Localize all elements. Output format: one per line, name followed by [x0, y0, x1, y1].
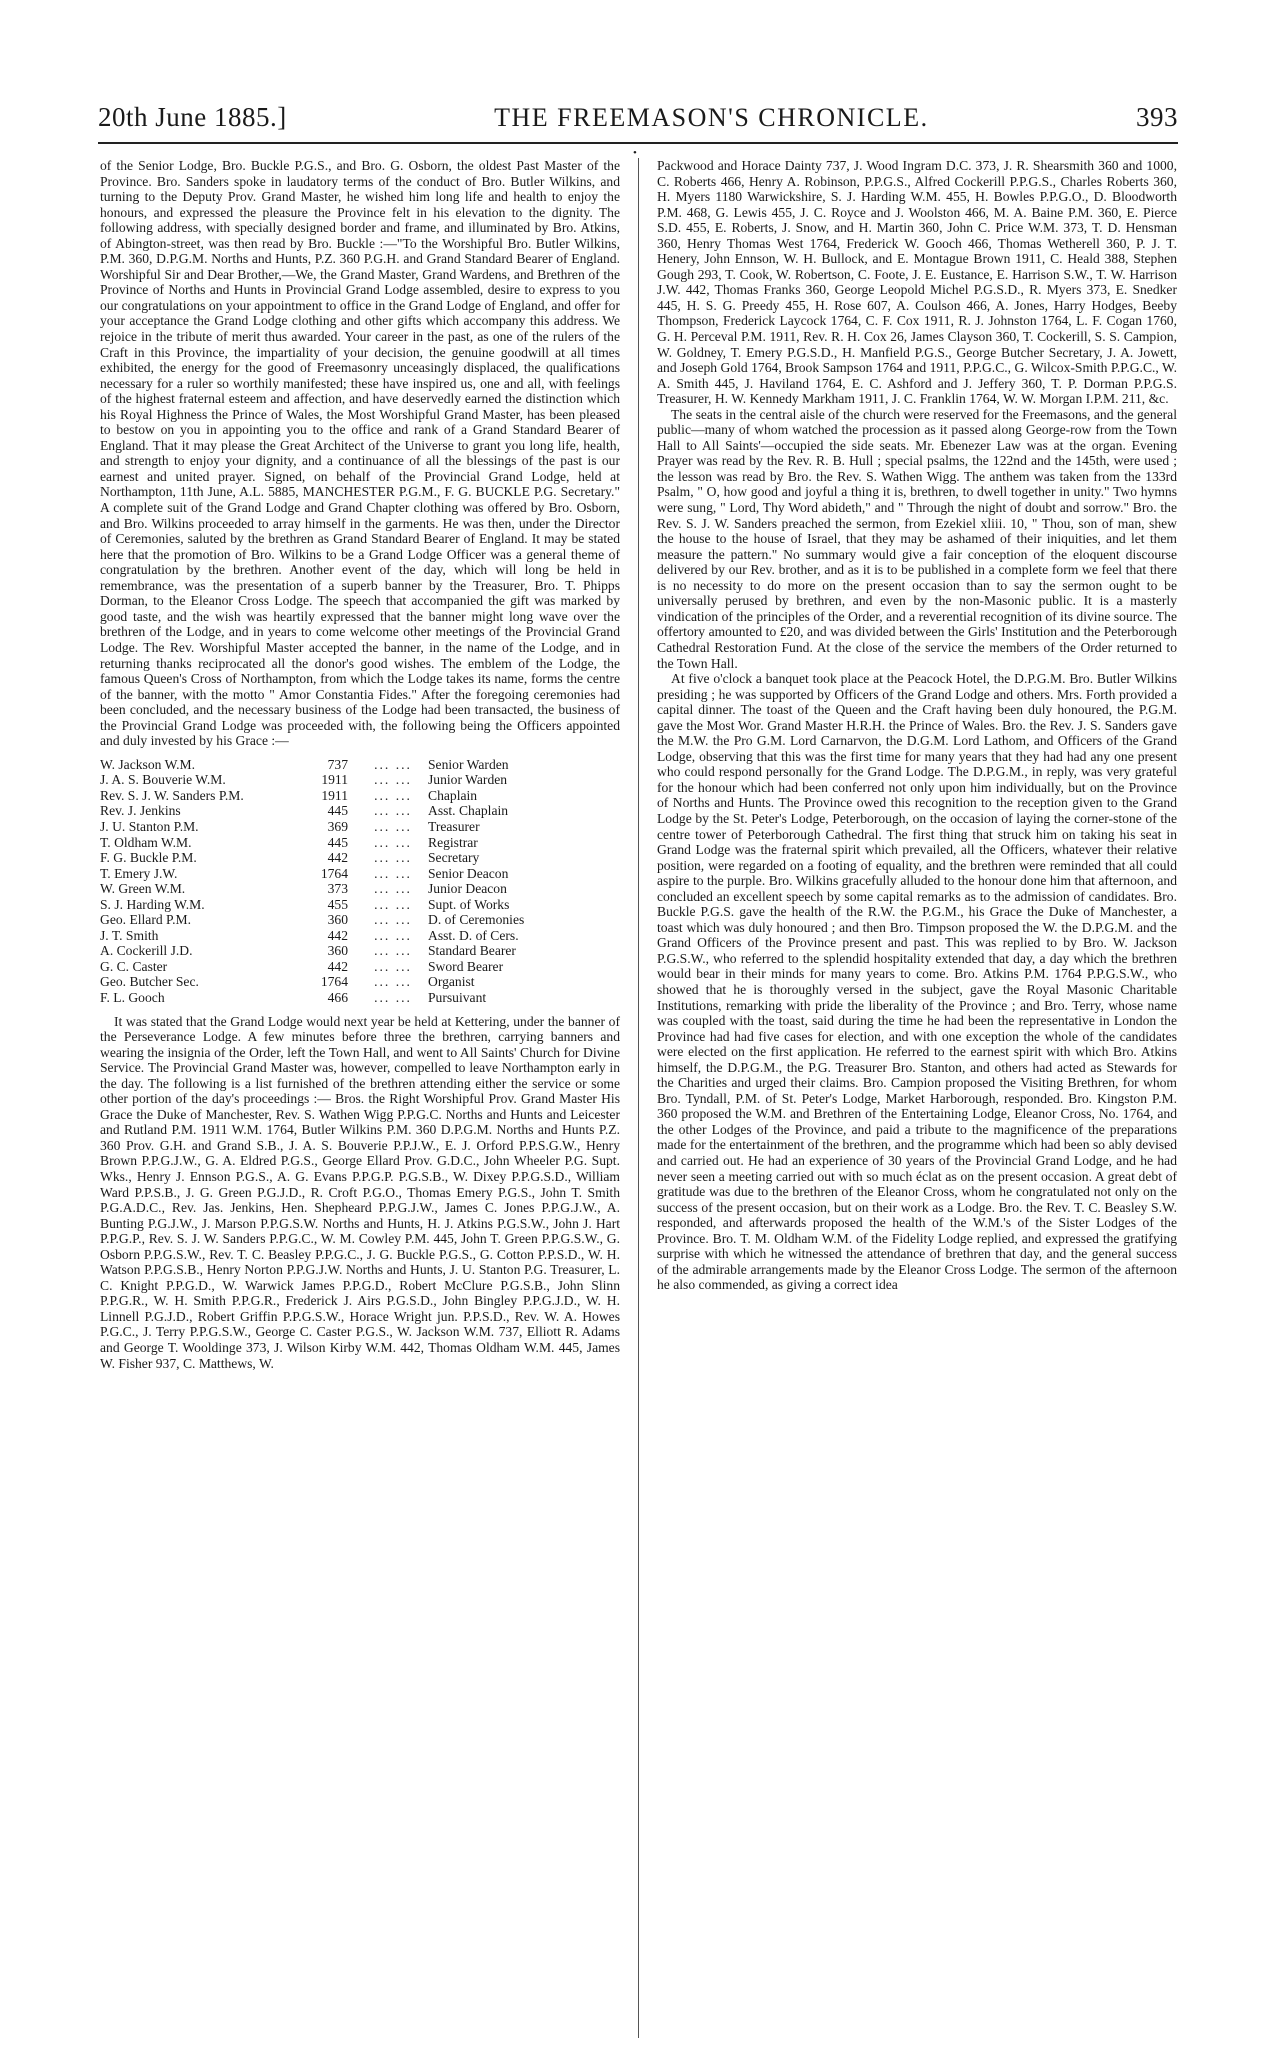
officer-row [100, 803, 620, 819]
officer-lodge: 737 [327, 756, 348, 772]
officer-office: Chaplain [428, 787, 478, 803]
officer-name: T. Emery J.W. [100, 865, 178, 881]
officer-office: Senior Deacon [428, 865, 509, 881]
officer-leader: ... ... [374, 974, 412, 990]
officer-office: Senior Warden [428, 756, 509, 772]
officer-name: W. Jackson W.M. [100, 756, 196, 772]
officer-leader: ... ... [374, 818, 412, 834]
officer-office: Sword Bearer [428, 958, 504, 974]
officer-leader: ... ... [374, 803, 412, 819]
officer-lodge: 455 [327, 896, 348, 912]
officer-row [100, 866, 620, 882]
right-column [657, 158, 1177, 1293]
church-service-paragraph: The seats in the central aisle of the church were reserved for the Freemasons, and the general public—many of whom watched the procession as it passed along George-row from the Town Hall to All Saints'—occupied the side seats. Mr. Ebenezer Law was at the organ. Evening Prayer was read by the Rev. R. B. Hull ; special psalms, the 122nd and the 145th, were used ; the lesson was read by Bro. the Rev. S. Wathen Wigg. The anthem was taken from the 133rd Psalm, " O, how good and joyful a thing it is, brethren, to dwell together in unity." Two hymns were sung, " Lord, Thy Word abideth," and " Through the night of doubt and sorrow." Bro. the Rev. S. J. W. Sanders preached the sermon, from Ezekiel xliii. 10, " Thou, son of man, shew the house to the house of Israel, that they may be ashamed of their iniquities, and let them measure the pattern." No summary would give a fair conception of the eloquent discourse delivered by our Rev. brother, and as it is to be published in a complete form we feel that there is no necessity to do more on the present occasion than to say the sermon ought to be universally perused by brethren, and even by the non-Masonic public. It is a masterly vindication of the principles of the Order, and a reverential recognition of its divine source. The offertory amounted to £20, and was divided between the Girls' Institution and the Peterborough Cathedral Restoration Fund. At the close of the service the members of the Order returned to the Town Hall. [657, 406, 1177, 671]
ornament-mark: • [633, 147, 637, 159]
officer-lodge: 466 [327, 989, 348, 1005]
officer-office: Organist [428, 974, 475, 990]
officer-name: G. C. Caster [100, 958, 168, 974]
officer-lodge: 442 [327, 958, 348, 974]
column-divider [638, 158, 639, 2038]
officer-name: J. T. Smith [100, 927, 159, 943]
officer-name: W. Green W.M. [100, 881, 186, 897]
officer-row [100, 897, 620, 913]
officer-office: D. of Ceremonies [428, 912, 525, 928]
officer-row [100, 788, 620, 804]
officer-row [100, 850, 620, 866]
officer-lodge: 442 [327, 927, 348, 943]
officer-row [100, 881, 620, 897]
officer-row [100, 959, 620, 975]
officer-row [100, 990, 620, 1006]
officer-row [100, 928, 620, 944]
officer-name: A. Cockerill J.D. [100, 943, 193, 959]
officer-office: Asst. D. of Cers. [428, 927, 519, 943]
officer-row [100, 819, 620, 835]
officer-lodge: 369 [327, 818, 348, 834]
officer-row [100, 835, 620, 851]
officer-leader: ... ... [374, 896, 412, 912]
officer-lodge: 445 [327, 834, 348, 850]
officer-name: S. J. Harding W.M. [100, 896, 205, 912]
officer-lodge: 360 [327, 943, 348, 959]
officer-lodge: 1911 [321, 787, 348, 803]
officer-row [100, 772, 620, 788]
attendees-continued-paragraph: Packwood and Horace Dainty 737, J. Wood Ingram D.C. 373, J. R. Shearsmith 360 and 1000, C. Roberts 466, Henry A. Robinson, P.P.G.S., Alfred Cockerill P.P.G.S., Charles Roberts 360, H. Myers 1180 Warwickshire, S. J. Harding W.M. 455, H. Bowles P.P.G.O., D. Bloodworth P.M. 468, G. Lewis 455, J. C. Royce and J. Woolston 466, M. A. Baine P.M. 360, E. Pierce S.D. 455, E. Roberts, J. Snow, and H. Martin 360, John C. Price W.M. 373, T. D. Hensman 360, Henry Thomas West 1764, Frederick W. Gooch 466, Thomas Wetherell 360, P. J. T. Henery, John Ennson, W. H. Bullock, and E. Montague Brown 1911, C. Heald 388, Stephen Gough 293, T. Cook, W. Robertson, C. Foote, J. E. Eustance, E. Harrison S.W., T. W. Harrison J.W. 442, Thomas Franks 360, George Leopold Michel P.G.S.D., R. Myers 373, E. Snedker 445, H. S. G. Preedy 455, H. Rose 607, A. Coulson 466, A. Jones, Harry Hodges, Beeby Thompson, Frederick Laycock 1764, C. F. Cox 1911, R. J. Johnston 1764, L. F. Cogan 1760, G. H. Perceval P.M. 1911, Rev. R. H. Cox 26, James Clayson 360, T. Cockerill, S. S. Campion, W. Goldney, T. Emery P.G.S.D., H. Manfield P.G.S., George Butcher Secretary, J. A. Jowett, and Joseph Gold 1764, Brook Sampson 1764 and 1911, P.P.G.C., G. Wilcox-Smith P.P.G.C., W. A. Smith 445, J. Haviland 1764, E. C. Ashford and J. Jeffery 360, T. P. Dorman P.P.G.S. Treasurer, H. W. Kennedy Markham 1911, J. C. Franklin 1764, W. W. Morgan I.P.M. 211, &c. [657, 158, 1177, 407]
officer-office: Junior Deacon [428, 881, 507, 897]
officer-lodge: 1764 [320, 974, 348, 990]
officer-lodge: 360 [327, 912, 348, 928]
officer-name: Rev. J. Jenkins [100, 803, 181, 819]
officer-office: Junior Warden [428, 772, 508, 788]
officer-row [100, 912, 620, 928]
officer-name: F. L. Gooch [100, 989, 165, 1005]
officer-leader: ... ... [374, 756, 412, 772]
page-header [98, 102, 1178, 142]
banquet-paragraph: At five o'clock a banquet took place at the Peacock Hotel, the D.P.G.M. Bro. Butler Wilkins presiding ; he was supported by Officers of the Grand Lodge and others. Mrs. Forth provided a capital dinner. The toast of the Queen and the Craft having been duly honoured, the P.G.M. gave the Most Wor. Grand Master H.R.H. the Prince of Wales. Bro. the Rev. J. S. Sanders gave the M.W. the Pro G.M. Lord Carnarvon, the D.G.M. Lord Lathom, and Officers of the Grand Lodge, observing that this was the first time for many years that they had had any one present who could respond personally for the Grand Lodge. The D.P.G.M., in reply, was very grateful for the honour which had been conferred not only upon him individually, but on the Province of Norths and Hunts. The Province owed this recognition to the reception given to the Grand Lodge by the St. Peter's Lodge, Peterborough, on the occasion of laying the corner-stone of the centre tower of Peterborough Cathedral. The first thing that struck him on taking his seat in Grand Lodge was the fraternal spirit which prevailed, all the Officers, whatever their relative position, were regarded on a footing of equality, and the brethren were reminded that all could aspire to the purple. Bro. Wilkins gracefully alluded to the honour done him that afternoon, and concluded an excellent speech by some capital remarks as to the admission of candidates. Bro. Buckle P.G.S. gave the health of the R.W. the P.G.M., his Grace the Duke of Manchester, a toast which was duly honoured ; and then Bro. Timpson proposed the W. the D.P.G.M. and the Grand Officers of the Province present and past. This was replied to by Bro. W. Jackson P.G.S.W., who referred to the splendid hospitality extended that day, a day which the brethren would bear in their minds for many years to come. Bro. Atkins P.M. 1764 P.P.G.S.W., who showed that he is thoroughly versed in the subject, gave the Royal Masonic Charitable Institutions, remarking with pride the liberality of the Province ; and Bro. Terry, whose name was coupled with the toast, said during the time he had been the representative in London the Province had had five cases for election, and with one exception the whole of the candidates were elected on the first application. He referred to the earnest spirit with which Bro. Atkins himself, the D.P.G.M., the P.G. Treasurer Bro. Stanton, and others had acted as Stewards for the Charities and urged their claims. Bro. Campion proposed the Visiting Brethren, for whom Bro. Tyndall, P.M. of St. Peter's Lodge, Market Harborough, responded. Bro. Kingston P.M. 360 proposed the W.M. and Brethren of the Entertaining Lodge, Eleanor Cross, No. 1764, and the other Lodges of the Province, and paid a tribute to the magnificence of the preparations made for the entertainment of the brethren, and the programme which had been so ably devised and carried out. He had an experience of 30 years of the Provincial Grand Lodge, and he had never seen a meeting carried out with so much éclat as on the present occasion. A great debt of gratitude was due to the brethren of the Eleanor Cross, whom he congratulated not only on the success of the present occasion, but on their work as a Lodge. Bro. the Rev. T. C. Beasley S.W. responded, and afterwards proposed the health of the W.M.'s of the Sister Lodges of the Province. Bro. T. M. Oldham W.M. of the Fidelity Lodge replied, and expressed the gratifying surprise with which he witnessed the attendance of brethren that day, and the general success of the admirable arrangements made by the Eleanor Cross Lodge. The sermon of the afternoon he also commended, as giving a correct idea [657, 671, 1177, 1293]
officers-table [100, 757, 620, 1006]
officer-name: Geo. Butcher Sec. [100, 974, 199, 990]
officer-leader: ... ... [374, 850, 412, 866]
officer-office: Treasurer [428, 818, 480, 834]
officer-leader: ... ... [374, 881, 412, 897]
officer-name: J. A. S. Bouverie W.M. [100, 772, 226, 788]
officer-leader: ... ... [374, 989, 412, 1005]
officer-leader: ... ... [374, 787, 412, 803]
officer-row [100, 757, 620, 773]
officer-leader: ... ... [374, 834, 412, 850]
officer-lodge: 1764 [320, 865, 348, 881]
page-number: 393 [1135, 102, 1178, 132]
officer-leader: ... ... [374, 927, 412, 943]
attendance-paragraph: It was stated that the Grand Lodge would next year be held at Kettering, under the banner of the Perseverance Lodge. A few minutes before three the brethren, carrying banners and wearing the insignia of the Order, left the Town Hall, and went to All Saints' Church for Divine Service. The Provincial Grand Master was, however, compelled to leave Northampton early in the day. The following is a list furnished of the brethren attending either the service or some other portion of the day's proceedings :— Bros. the Right Worshipful Prov. Grand Master His Grace the Duke of Manchester, Rev. S. Wathen Wigg P.P.G.C. Norths and Hunts and Leicester and Rutland P.M. 1911 W.M. 1764, Butler Wilkins P.M. 360 D.P.G.M. Norths and Hunts P.Z. 360 Prov. G.H. and Grand S.B., J. A. S. Bouverie P.P.J.W., E. J. Orford P.P.S.G.W., Henry Brown P.P.G.J.W., G. A. Eldred P.G.S., George Ellard Prov. G.D.C., John Wheeler P.G. Supt. Wks., Henry J. Ennson P.G.S., A. G. Evans P.P.G.P. P.G.S.B., W. Dixey P.P.G.S.D., William Ward P.P.S.B., J. G. Green P.G.J.D., R. Croft P.G.O., Thomas Emery P.G.S., John T. Smith P.G.A.D.C., Rev. Jas. Jenkins, Hen. Shepheard P.P.G.J.W., James C. Jones P.P.G.J.W., A. Bunting P.G.J.W., J. Marson P.P.G.S.W. Norths and Hunts, H. J. Atkins P.G.S.W., John J. Hart P.P.G.P., Rev. S. J. W. Sanders P.P.G.C., W. M. Cowley P.M. 445, John T. Green P.P.G.S.W., G. Osborn P.P.G.S.W., Rev. T. C. Beasley P.P.G.C., J. G. Buckle P.G.S., G. Cotton P.P.S.D., W. H. Watson P.P.G.S.B., Henry Norton P.P.G.J.W. Norths and Hunts, J. U. Stanton P.G. Treasurer, L. C. Knight P.P.G.D., W. Warwick James P.P.G.D., Robert McClure P.G.S.B., John Slinn P.P.G.R., W. H. Smith P.P.G.R., Frederick J. Airs P.G.S.D., John Bingley P.P.G.J.D., W. H. Linnell P.G.J.D., Robert Griffin P.P.G.S.W., Horace Wright jun. P.P.S.D., Rev. W. A. Howes P.G.C., J. Terry P.P.G.S.W., George C. Caster P.G.S., W. Jackson W.M. 737, Elliott R. Adams and George T. Wooldinge 373, J. Wilson Kirby W.M. 442, Thomas Oldham W.M. 445, James W. Fisher 937, C. Matthews, W. [100, 1013, 620, 1371]
officer-name: Rev. S. J. W. Sanders P.M. [100, 787, 244, 803]
officer-name: T. Oldham W.M. [100, 834, 192, 850]
officer-office: Secretary [428, 850, 480, 866]
officer-lodge: 445 [327, 803, 348, 819]
officer-lodge: 373 [327, 881, 348, 897]
officer-leader: ... ... [374, 865, 412, 881]
officer-leader: ... ... [374, 772, 412, 788]
officer-name: F. G. Buckle P.M. [100, 850, 197, 866]
officer-office: Pursuivant [428, 989, 487, 1005]
officer-name: Geo. Ellard P.M. [100, 912, 191, 928]
officer-leader: ... ... [374, 912, 412, 928]
officer-lodge: 442 [327, 850, 348, 866]
officer-row [100, 943, 620, 959]
header-rule [98, 142, 1178, 144]
officer-leader: ... ... [374, 958, 412, 974]
address-paragraph: of the Senior Lodge, Bro. Buckle P.G.S., and Bro. G. Osborn, the oldest Past Master of the Province. Bro. Sanders spoke in laudatory terms of the conduct of Bro. Butler Wilkins, and turning to the Deputy Prov. Grand Master, he wished him long life and health to enjoy the honours, and expressed the pleasure the Province felt in his elevation to the dignity. The following address, with specially designed border and frame, and illuminated by Bro. Atkins, of Abington-street, was then read by Bro. Buckle :—"To the Worshipful Bro. Butler Wilkins, P.M. 360, D.P.G.M. Norths and Hunts, P.Z. 360 P.G.H. and Grand Standard Bearer of England. Worshipful Sir and Dear Brother,—We, the Grand Master, Grand Wardens, and Brethren of the Province of Norths and Hunts in Provincial Grand Lodge assembled, desire to express to you our congratulations on your appointment to office in the Grand Lodge of England, and offer for your acceptance the Grand Lodge clothing and other gifts which accompany this address. We rejoice in the tribute of merit thus awarded. Your career in the past, as one of the rulers of the Craft in this Province, the impartiality of your decision, the genuine goodwill at all times exhibited, the energy for the good of Freemasonry unceasingly displaced, the qualifications necessary for a ruler so worthily manifested; these have inspired us, one and all, with feelings of the highest fraternal esteem and affection, and have deservedly earned the distinction which his Royal Highness the Prince of Wales, the Most Worshipful Grand Master, has been pleased to bestow on you in appointing you to the office and rank of a Grand Standard Bearer of England. That it may please the Great Architect of the Universe to grant you long life, health, and strength to enjoy your dignity, and a continuance of all the blessings of the past is our earnest and united prayer. Signed, on behalf of the Provincial Grand Lodge, held at Northampton, 11th June, A.L. 5885, MANCHESTER P.G.M., F. G. BUCKLE P.G. Secretary." A complete suit of the Grand Lodge and Grand Chapter clothing was offered by Bro. Osborn, and Bro. Wilkins proceeded to array himself in the garments. He was then, under the Director of Ceremonies, saluted by the brethren as Grand Standard Bearer of England. It may be stated here that the promotion of Bro. Wilkins to be a Grand Lodge Officer was a general theme of congratulation by the brethren. Another event of the day, which will long be held in remembrance, was the presentation of a superb banner by the Treasurer, Bro. T. Phipps Dorman, to the Eleanor Cross Lodge. The speech that accompanied the gift was marked by good taste, and the wish was heartily expressed that the banner might long wave over the brethren of the Lodge, and in years to come welcome other meetings of the Provincial Grand Lodge. The Rev. Worshipful Master accepted the banner, in the name of the Lodge, and in returning thanks reciprocated all the donor's good wishes. The emblem of the Lodge, the famous Queen's Cross of Northampton, from which the Lodge takes its name, forms the centre of the banner, with the motto " Amor Constantia Fides." After the foregoing ceremonies had been concluded, and the necessary business of the Lodge had been transacted, the business of the Provincial Grand Lodge was proceeded with, the following being the Officers appointed and duly invested by his Grace :— [100, 158, 620, 749]
officer-lodge: 1911 [321, 772, 348, 788]
officer-row [100, 974, 620, 990]
officer-office: Standard Bearer [428, 943, 516, 959]
publication-title: THE FREEMASON'S CHRONICLE. [494, 103, 929, 132]
officer-office: Supt. of Works [428, 896, 510, 912]
issue-date: 20th June 1885.] [98, 102, 287, 132]
officer-name: J. U. Stanton P.M. [100, 818, 199, 834]
officer-office: Asst. Chaplain [428, 803, 509, 819]
officer-office: Registrar [428, 834, 478, 850]
left-column [100, 158, 620, 1371]
officer-leader: ... ... [374, 943, 412, 959]
